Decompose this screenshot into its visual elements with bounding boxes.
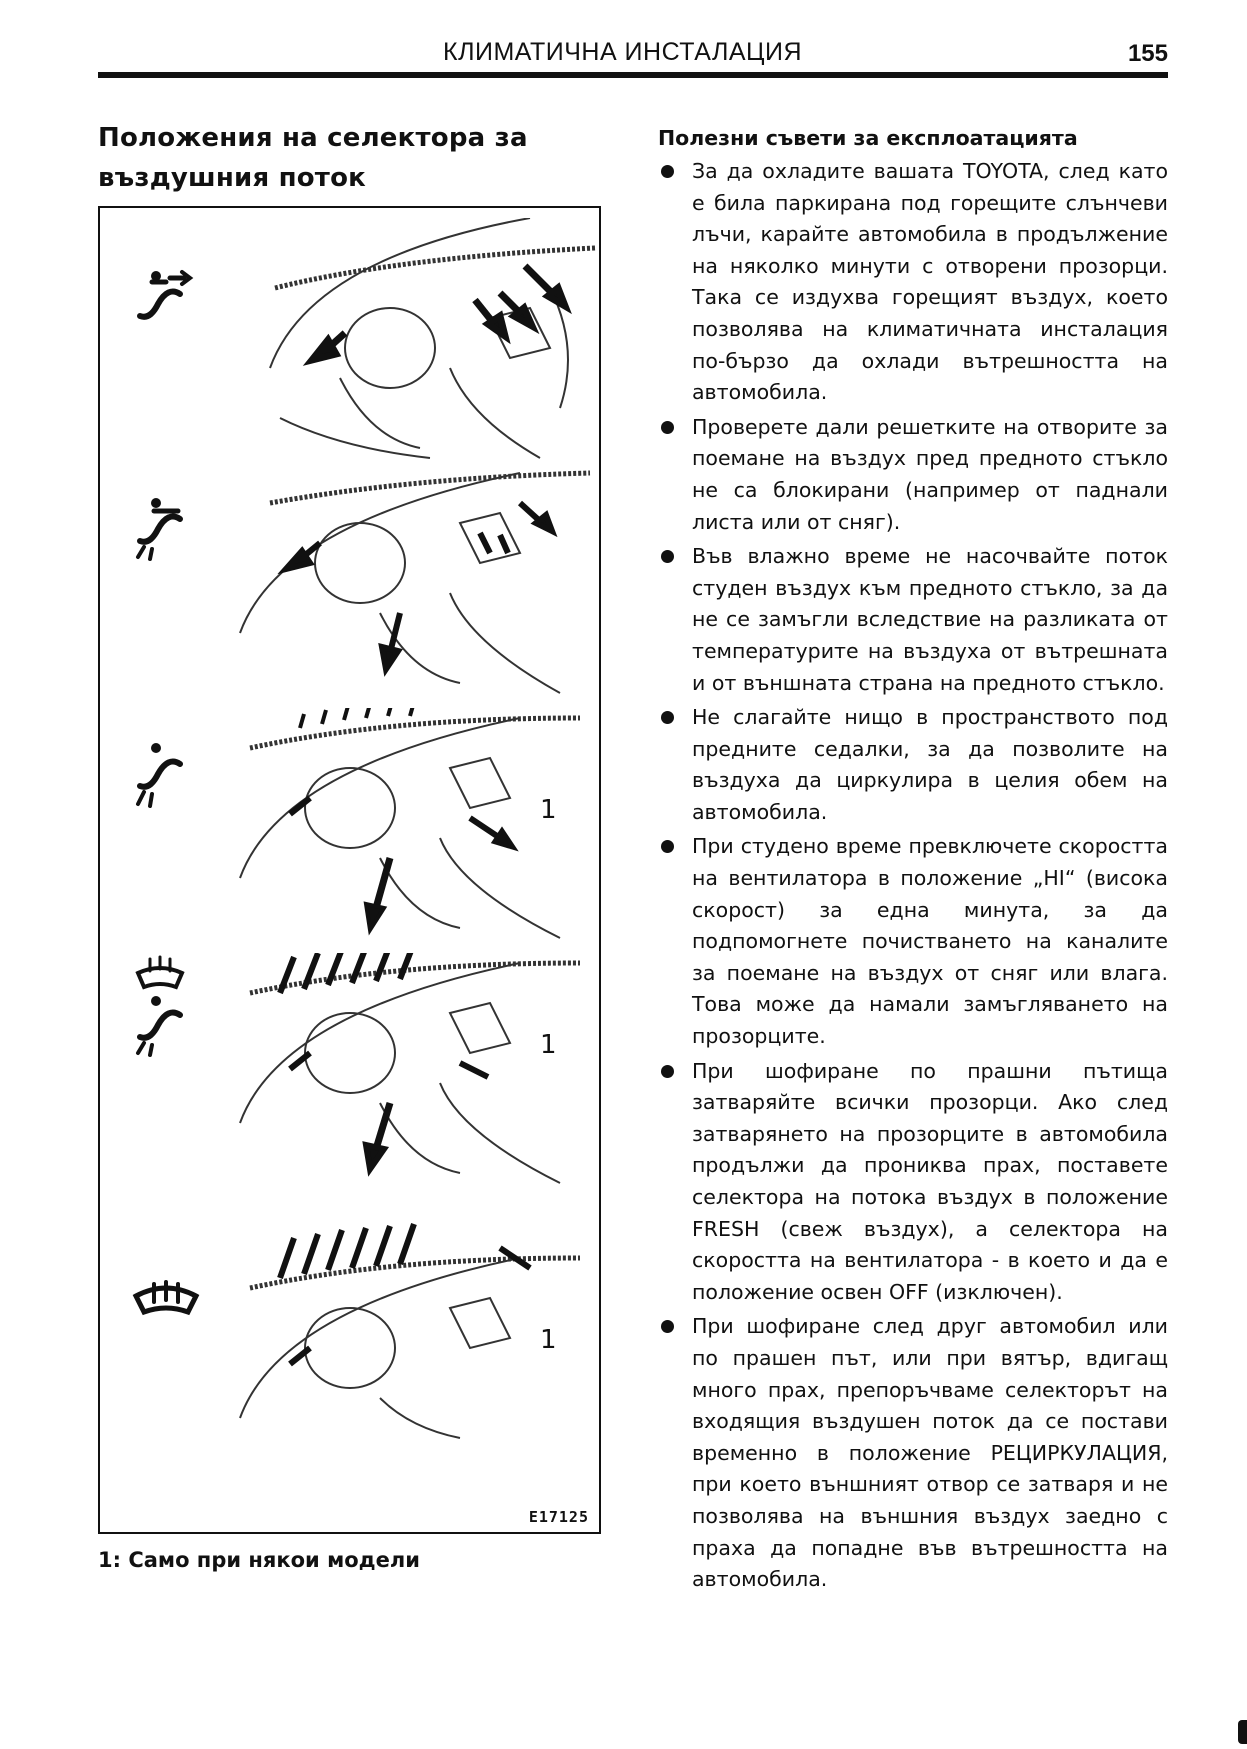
tip-text: Не слагайте нищо в пространството под предните седалки, за да позволите на въздуха да циркулира в целия обем на автомобила. — [692, 705, 1168, 824]
tip-text: При шофиране след друг автомобил или по прашен път, или при вятър, вдигащ много прах, препоръчваме селекторът на входящия въздушен поток да се постави временно в положение РЕЦИРКУЛАЦИЯ, при което външният отвор се затваря и не позволява на външния въздух заедно с праха да попадне във вътрешността на автомобила. — [692, 1314, 1168, 1592]
figure-marker-1: 1 — [540, 1325, 557, 1355]
defrost-icon — [136, 1282, 196, 1312]
bullet-icon — [661, 421, 674, 434]
figure-marker-1: 1 — [540, 795, 557, 825]
bullet-icon — [661, 165, 674, 178]
bullet-icon — [661, 550, 674, 563]
figure-panel-foot-defrost — [100, 953, 599, 1199]
bullet-icon — [661, 711, 674, 724]
page-number: 155 — [1127, 40, 1168, 67]
tips-list — [658, 156, 1168, 1596]
right-column — [658, 122, 1168, 1599]
tip-item — [658, 1056, 1168, 1309]
bullet-icon — [661, 1320, 674, 1333]
tip-text: За да охладите вашата TOYOTA, след като е била паркирана под горещите слънчеви лъчи, карайте автомобила в продължение на няколко минути с отворени прозорци. Така се издухва горещият въздух, което позволява на климатичната инсталация по-бързо да охлади вътрешността на автомобила. — [692, 159, 1168, 405]
figure-code: E17125 — [528, 1508, 589, 1526]
tip-item — [658, 702, 1168, 828]
dashboard-drawing — [240, 963, 580, 1183]
tip-item — [658, 541, 1168, 699]
airflow-arrows — [312, 266, 565, 360]
header-rule — [98, 72, 1168, 78]
figure-panel-foot — [100, 708, 599, 954]
bullet-icon — [661, 1065, 674, 1078]
foot-vent-icon — [138, 743, 180, 806]
face-vent-icon — [140, 271, 190, 317]
bullet-icon — [661, 840, 674, 853]
page-edge-mark — [1238, 1720, 1247, 1744]
tip-text: При шофиране по прашни пътища затваряйте всички прозорци. Ако след затварянето на прозорците в автомобила продължи да прониква прах, поставете селектора на потока въздух в положение FRESH (свеж въздух), а селектора на скоростта на вентилатора - в което и да е положение освен OFF (изключен). — [692, 1058, 1168, 1304]
airflow-arrows — [286, 503, 552, 669]
bi-level-icon — [138, 498, 180, 559]
dashboard-drawing — [240, 718, 580, 938]
tip-text: При студено време превключете скоростта на вентилатора в положение „HI“ (висока скорост) за една минута, за да подпомогнете почистването на каналите за поемане на въздух от сняг или влага. Това може да намали замъгляването на прозорците. — [692, 834, 1168, 1049]
tip-item — [658, 1311, 1168, 1595]
chapter-title: КЛИМАТИЧНА ИНСТАЛАЦИЯ — [443, 38, 803, 66]
figure-marker-1: 1 — [540, 1030, 557, 1060]
tip-item — [658, 156, 1168, 409]
figure-footnote: 1: Само при някои модели — [98, 1548, 420, 1572]
dashboard-drawing — [240, 1258, 580, 1438]
figure-panel-defrost — [100, 1198, 599, 1444]
figure-panel-bi-level — [100, 463, 599, 709]
airflow-arrows — [280, 953, 488, 1169]
dashboard-drawing — [240, 473, 590, 693]
tip-text: Проверете дали решетките на отворите за поемане на въздух пред предното стъкло не са блокирани (например от паднали листа или от сняг). — [692, 414, 1168, 534]
left-column — [98, 118, 618, 1572]
airflow-figure — [98, 206, 601, 1534]
dashboard-drawing — [270, 218, 595, 458]
tip-item — [658, 831, 1168, 1052]
running-head — [98, 38, 1168, 82]
section-title — [98, 118, 618, 198]
tip-text: Във влажно време не насочвайте поток студен въздух към предното стъкло, за да не се замъгли вследствие на разликата от температурите на въздуха от вътрешната и от външната страна на предното стъкло. — [692, 544, 1168, 695]
section-title-line-2: въздушния поток — [98, 163, 366, 193]
airflow-arrows — [290, 708, 514, 930]
foot-defrost-icon — [138, 957, 182, 1055]
figure-panel-face — [100, 218, 599, 464]
tip-item — [658, 412, 1168, 538]
tips-heading: Полезни съвети за експлоатацията — [658, 126, 1078, 150]
section-title-line-1: Положения на селектора за — [98, 123, 528, 153]
